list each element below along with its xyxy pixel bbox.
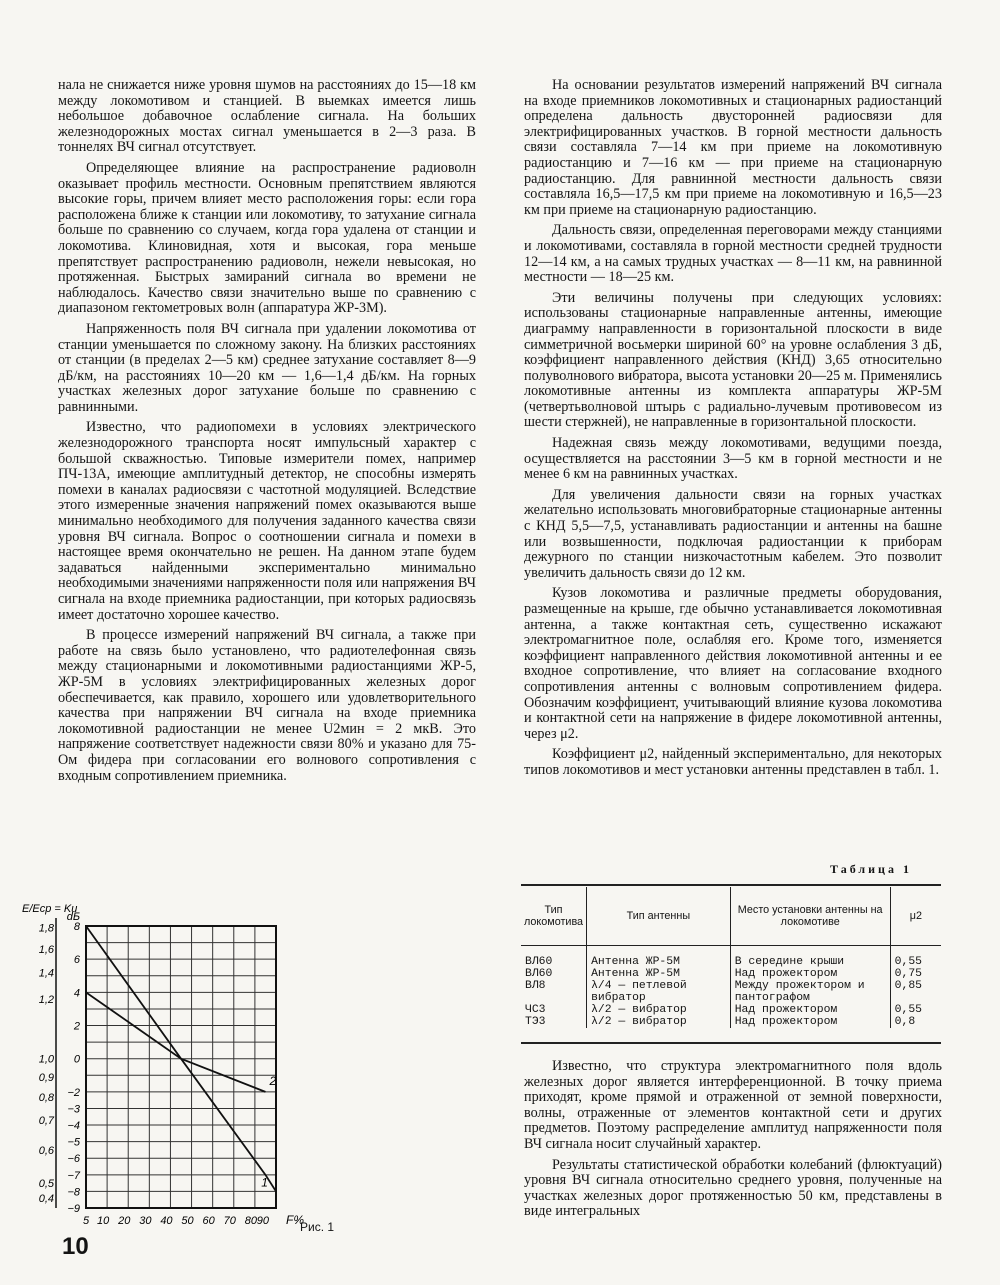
outer-tick-label: 0,8 (38, 1091, 54, 1104)
table-cell: ВЛ60 (525, 968, 553, 980)
paragraph: Напряженность поля ВЧ сигнала при удалении локомотива от станции уменьшается по сложному закону. На близких расстояниях от станции (в пределах 2—5 км) среднее затухание составляет 8—9 дБ/км, на расстояниях 10—20 км — 1,6—1,4 дБ/км. На горных участках железных дорог затухание больше по сравнению с равнинными. (58, 320, 476, 415)
x-tick-label: 80 (244, 1215, 258, 1227)
x-tick-label: 40 (160, 1215, 173, 1227)
table-cell: Над прожектором (730, 1016, 890, 1028)
outer-tick-label: 1,8 (38, 922, 54, 935)
paragraph: Результаты статистической обработки колебаний (флюктуаций) уровня ВЧ сигнала относительно среднего уровня, полученные на участках железных дорог протяженностью 50 км, представлены в виде интегральных (524, 1156, 942, 1220)
page-number: 10 (62, 1233, 89, 1260)
paragraph: Надежная связь между локомотивами, ведущими поезда, осуществляется на расстоянии 3—5 км в горной местности и не менее 6 км на равнинных участках. (524, 435, 942, 483)
table-cell: ВЛ8 (525, 980, 546, 992)
table-header-cell: Тип антенны (587, 887, 731, 946)
y-tick-label: −4 (67, 1120, 80, 1133)
table-bottom-rule (521, 1042, 941, 1044)
y-tick-label: 0 (73, 1053, 80, 1066)
y-tick-label: −3 (67, 1103, 80, 1116)
table-row (521, 980, 941, 1004)
y-tick-label: −7 (67, 1169, 80, 1182)
paragraph: Кузов локомотива и различные предметы оборудования, размещенные на крыше, где обычно устанавливается локомотивная антенна, а также контактная сеть, существенно искажают электромагнитное поле, ослабляя его. Кроме того, изменяется коэффициент направленного действия локомотивной антенны и ее входное сопротивление, что влияет на согласование входного сопротивления антенны с волновым сопротивлением фидера. Обозначим коэффициент, учитывающий влияние кузова локомотива и контактной сети на напряжение в фидере локомотивной антенны, через μ2. (524, 585, 942, 742)
paragraph: Эти величины получены при следующих условиях: использованы стационарные направленные антенны, имеющие диаграмму направленности в горизонтальной плоскости в виде симметричной восьмерки шириной 60° на уровне ослабления 3 дБ, коэффициент направленного действия (КНД) 3,65 относительно полуволнового вибратора, высота установки 20—25 м. Применялись локомотивные антенны из комплекта аппаратуры ЖР-5М (четвертьволновой штырь с радиально-лучевым противовесом из шести стержней), не направленные в горизонтальной плоскости. (524, 289, 942, 431)
outer-tick-label: 1,4 (38, 967, 54, 980)
paragraph: Известно, что структура электромагнитного поля вдоль железных дорог является интерференционной. В точку приема приходят, кроме прямой и отраженной от земной поверхности, волны, отраженные от элементов контактной сети и других предметов. Поэтому распределение амплитуд напряженности поля ВЧ сигнала носит случайный характер. (524, 1058, 942, 1152)
figure-caption: Рис. 1 (300, 1220, 335, 1234)
y-tick-label: −5 (67, 1136, 80, 1149)
x-tick-label: 20 (118, 1215, 131, 1227)
right-column (524, 78, 942, 784)
table-header-cell: μ2 (890, 887, 941, 946)
outer-tick-label: 0,6 (38, 1144, 54, 1157)
x-tick-label: 90 (256, 1215, 270, 1227)
table-cell: Между прожектором и пантографом (730, 980, 890, 1004)
mu2-table (521, 887, 941, 1028)
paragraph: Коэффициент μ2, найденный экспериментально, для некоторых типов локомотивов и мест установки антенны представлен в табл. 1. (524, 746, 942, 778)
table-header-cell: Тип локомотива (521, 887, 587, 946)
outer-tick-label: 0,7 (38, 1115, 54, 1128)
table-cell: ВЛ60 (525, 956, 553, 968)
table-cell: λ/2 — вибратор (587, 1004, 731, 1016)
paragraph: нала не снижается ниже уровня шумов на расстояниях до 15—18 км между локомотивом и станцией. В выемках имеется лишь небольшое добавочное ослабление сигнала. На больших железнодорожных мостах сигнал уменьшается в 2—3 раза. В тоннелях ВЧ сигнал отсутствует. (58, 77, 476, 156)
left-column (58, 78, 476, 789)
paragraph: Для увеличения дальности связи на горных участках желательно использовать многовибраторные стационарные антенны с КНД 5,5—7,5, устанавливать радиостанции и антенны на башне или возвышенности, подключая радиостанции к приборам дежурного по станции низкочастотным кабелем. Это позволит увеличить дальность связи до 12 км. (524, 486, 942, 581)
table-cell: Антенна ЖР-5М (587, 968, 731, 980)
table-cell: 0,55 (890, 1004, 941, 1016)
paragraph: Дальность связи, определенная переговорами между станциями и локомотивами, составляла в горной местности средней трудности 12—14 км, а на самых трудных участках — 8—11 км, на равнинной местности — 18—25 км. (524, 222, 942, 286)
table-caption: Таблица 1 (830, 862, 912, 876)
curve-label: 2 (269, 1074, 277, 1089)
table-cell: Над прожектором (730, 1004, 890, 1016)
table-cell: 0,55 (890, 946, 941, 969)
y-tick-label: −2 (67, 1086, 80, 1099)
x-tick-label: 10 (96, 1215, 110, 1227)
x-tick-label: 70 (223, 1215, 236, 1227)
paragraph: В процессе измерений напряжений ВЧ сигнала, а также при работе на связь было установлено, что радиотелефонная связь между стационарными и локомотивными радиостанциями ЖР-5, ЖР-5М в условиях электрифицированных железных дорог обеспечивается, как правило, хорошего или удовлетворительного качества при напряжении ВЧ сигнала на входе приемника локомотивной радиостанции не менее U2мин = 2 мкВ. Это напряжение соответствует надежности связи 80% и указано для 75-Ом фидера при согласовании его волнового сопротивления с входным сопротивлением приемника. (58, 627, 476, 784)
y-tick-label: 4 (73, 987, 80, 1000)
table-cell: 0,75 (890, 968, 941, 980)
x-tick-label: 30 (139, 1215, 152, 1227)
table-row (521, 1004, 941, 1016)
figure-1 (18, 896, 338, 1241)
y-tick-label: −6 (67, 1153, 80, 1166)
figure-1-chart (18, 896, 338, 1241)
y-axis-label: E/Eср = Kи (22, 903, 78, 915)
curve-label: 1 (261, 1175, 268, 1190)
outer-tick-label: 0,9 (38, 1071, 54, 1084)
table-cell: Антенна ЖР-5М (587, 946, 731, 969)
table-header-row (521, 887, 941, 946)
table-1 (521, 884, 941, 1044)
x-tick-label: 5 (82, 1215, 90, 1227)
table-cell: λ/2 — вибратор (587, 1016, 731, 1028)
paragraph: Известно, что радиопомехи в условиях электрического железнодорожного транспорта носят импульсный характер с большой скважностью. Типовые измерители помех, например ПЧ-13А, имеющие амплитудный детектор, не способны измерять помехи в каналах радиосвязи с частотной модуляцией. Вследствие этого измеренные значения напряжений помех оказываются выше минимально необходимого для получения заданного качества связи уровня ВЧ сигнала. Вопрос о соотношении сигнала и помехи в настоящее время окончательно не решен. На данном этапе будем задаваться найденными экспериментально минимально необходимыми значениями напряженности поля или напряжения ВЧ сигнала на входе приемника радиостанции, при которых радиосвязь имеет достаточно хорошее качество. (58, 419, 476, 623)
x-tick-label: 60 (202, 1215, 215, 1227)
y-tick-label: 2 (73, 1020, 80, 1033)
y-tick-label: −9 (67, 1203, 80, 1215)
table-header-cell: Место установки антенны на локомотиве (730, 887, 890, 946)
outer-tick-label: 1,6 (38, 944, 54, 957)
right-column-bottom (524, 1059, 942, 1225)
table-body (521, 946, 941, 1029)
y-tick-label: 6 (73, 954, 80, 967)
outer-tick-label: 1,2 (38, 993, 54, 1006)
outer-tick-label: 1,0 (38, 1053, 54, 1066)
outer-tick-label: 0,5 (38, 1178, 54, 1191)
table-cell: В середине крыши (730, 946, 890, 969)
x-tick-label: 50 (181, 1215, 194, 1227)
table-row (521, 968, 941, 980)
table-cell: ТЭ3 (525, 1016, 546, 1028)
y-tick-label: 8 (73, 921, 80, 933)
table-cell: ЧС3 (525, 1004, 546, 1016)
table-cell: 0,85 (890, 980, 941, 1004)
table-cell: λ/4 — петлевой вибратор (587, 980, 731, 1004)
outer-tick-label: 0,4 (38, 1193, 54, 1206)
y-tick-label: dБ (66, 911, 80, 924)
x-axis-label: F% (286, 1213, 304, 1227)
paragraph: Определяющее влияние на распространение радиоволн оказывает профиль местности. Основным препятствием являются высокие горы, причем влияет место расположения горы: если гора расположена ближе к станции или локомотиву, то затухание сигнала больше по сравнению со случаем, когда гора удалена от станции и локомотива. Клиновидная, хотя и высокая, гора меньше препятствует распространению радиоволн, нежели невысокая, но протяженная. Быстрых замираний сигнала во времени не наблюдалось. Качество связи значительно выше по сравнению с диапазоном гектометровых волн (аппаратура ЖР-3М). (58, 159, 476, 317)
paragraph: На основании результатов измерений напряжений ВЧ сигнала на входе приемников локомотивных и стационарных радиостанций определена дальность двусторонней радиосвязи для электрифицированных участков. В горной местности дальность связи составляла 7—14 км при приеме на локомотивную радиостанцию и 7—16 км — при приеме на стационарную радиостанцию. Для равнинной местности дальность связи составляла 16,5—17,5 км при приеме на локомотивную и 16,5—23 км при приеме на стационарную радиостанцию. (524, 77, 942, 218)
table-row (521, 946, 941, 969)
table-cell: Над прожектором (730, 968, 890, 980)
plot-frame (86, 926, 276, 1208)
y-tick-label: −8 (67, 1186, 80, 1199)
table-top-rule (521, 884, 941, 886)
table-row (521, 1016, 941, 1028)
table-cell: 0,8 (890, 1016, 941, 1028)
